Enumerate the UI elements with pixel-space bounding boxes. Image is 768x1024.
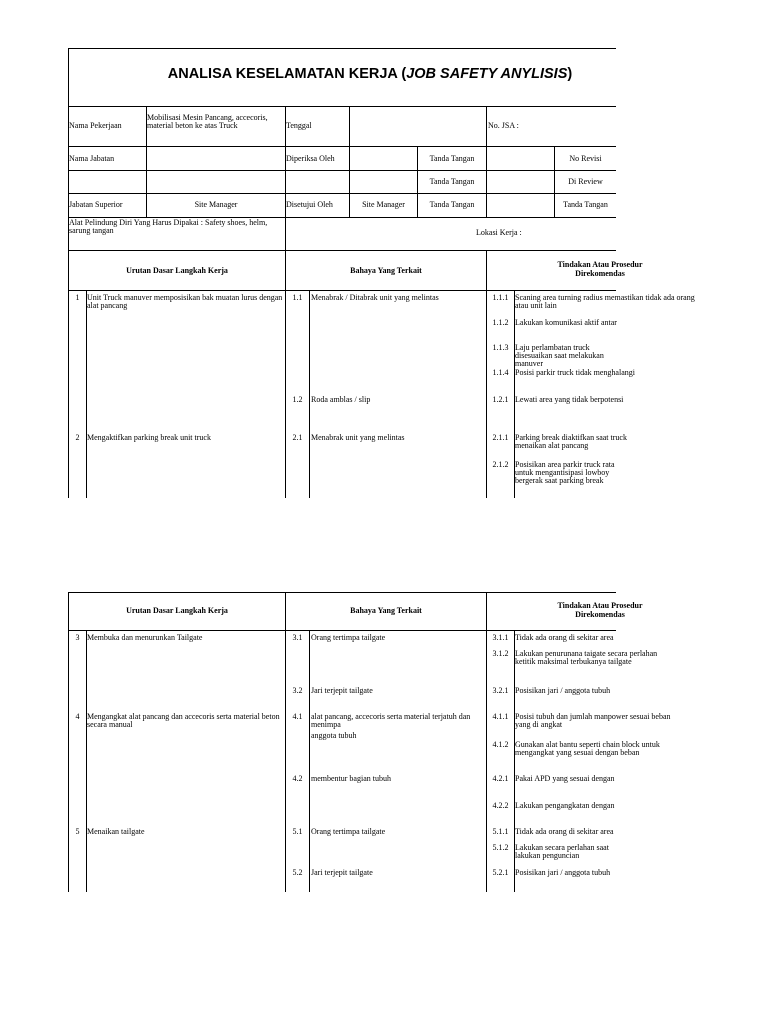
action-number: 2.1.1	[492, 433, 509, 442]
header-row-line	[68, 170, 616, 171]
tanda-tangan-cell: Tanda Tangan	[563, 200, 608, 209]
tanda-tangan-cell: Tanda Tangan	[429, 154, 475, 163]
hazard-number: 2.1	[292, 433, 303, 442]
grid-line	[86, 290, 87, 498]
jabatan-superior-label: Jabatan Superior	[69, 200, 123, 209]
column-header-line	[68, 630, 616, 631]
hazard-number: 3.2	[292, 686, 303, 695]
grid-line	[86, 630, 87, 892]
action-text: Lakukan komunikasi aktif antar	[515, 318, 617, 327]
action-text: Posisikan jari / anggota tubuh	[515, 686, 611, 695]
action-number: 5.1.2	[492, 843, 509, 852]
nama-pekerjaan-label: Nama Pekerjaan	[69, 121, 122, 130]
grid-line	[486, 106, 487, 217]
column-header-actions-2: Direkomendas	[575, 610, 625, 619]
action-number: 3.2.1	[492, 686, 509, 695]
step-text: Menaikan tailgate	[87, 827, 145, 836]
site-manager-cell: Site Manager	[194, 200, 238, 209]
action-text: Gunakan alat bantu seperti chain block untuk mengangkat yang sesuai dengan beban	[515, 740, 660, 757]
action-text: Laju perlambatan truck disesuaikan saat melakukan manuver	[515, 343, 604, 368]
action-text: Tidak ada orang di sekitar area	[515, 827, 614, 836]
action-number: 4.1.1	[492, 712, 509, 721]
action-text: Lewati area yang tidak berpotensi	[515, 395, 624, 404]
grid-line	[309, 290, 310, 498]
column-header-hazards: Bahaya Yang Terkait	[350, 266, 422, 275]
table-border-top	[68, 592, 616, 593]
action-number: 1.1.4	[492, 368, 509, 377]
hazard-number: 1.2	[292, 395, 303, 404]
action-text: Posisi parkir truck tidak menghalangi	[515, 368, 635, 377]
hazard-number: 5.2	[292, 868, 303, 877]
hazard-number: 3.1	[292, 633, 303, 642]
step-text: Mengaktifkan parking break unit truck	[87, 433, 211, 442]
action-number: 4.1.2	[492, 740, 509, 749]
tanggal-label: Tenggal	[286, 121, 312, 130]
hazard-text: alat pancang, accecoris serta material terjatuh dan menimpa	[311, 712, 471, 729]
header-row-line	[68, 146, 616, 147]
hazard-text: anggota tubuh	[311, 731, 357, 740]
hazard-number: 5.1	[292, 827, 303, 836]
hazard-text: Roda amblas / slip	[311, 395, 371, 404]
tanda-tangan-cell: Tanda Tangan	[429, 200, 475, 209]
hazard-number: 1.1	[292, 293, 303, 302]
column-header-actions: Tindakan Atau Prosedur	[557, 260, 643, 269]
step-number: 5	[75, 827, 80, 836]
action-text: Posisikan jari / anggota tubuh	[515, 868, 611, 877]
action-number: 4.2.1	[492, 774, 509, 783]
step-number: 2	[75, 433, 80, 442]
header-row-line	[68, 106, 616, 107]
hazard-text: Jari terjepit tailgate	[311, 868, 373, 877]
diperiksa-label: Diperiksa Oleh	[286, 154, 335, 163]
di-review-label: Di Review	[568, 177, 603, 186]
step-number: 4	[75, 712, 80, 721]
action-number: 5.2.1	[492, 868, 509, 877]
step-number: 1	[75, 293, 80, 302]
action-number: 5.1.1	[492, 827, 509, 836]
hazard-text: Orang tertimpa tailgate	[311, 827, 386, 836]
no-revisi-label: No Revisi	[569, 154, 602, 163]
action-number: 1.1.3	[492, 343, 509, 352]
action-number: 2.1.2	[492, 460, 509, 469]
step-number: 3	[75, 633, 80, 642]
disetujui-label: Disetujui Oleh	[286, 200, 333, 209]
column-header-actions: Tindakan Atau Prosedur	[557, 601, 643, 610]
nama-pekerjaan-value: Mobilisasi Mesin Pancang, accecoris, material beton ke atas Truck	[147, 113, 268, 130]
action-text: Tidak ada orang di sekitar area	[515, 633, 614, 642]
hazard-text: Menabrak unit yang melintas	[311, 433, 405, 442]
action-text: Posisikan area parkir truck rata untuk mengantisipasi lowboy bergerak saat parking break	[515, 460, 615, 485]
action-text: Posisi tubuh dan jumlah manpower sesuai beban yang di angkat	[515, 712, 671, 729]
apd-text: Alat Pelindung Diri Yang Harus Dipakai : Safety shoes, helm, sarung tangan	[69, 218, 268, 235]
action-text: Lakukan pengangkatan dengan	[515, 801, 615, 810]
page-title: ANALISA KESELAMATAN KERJA (JOB SAFETY ANYLISIS)	[167, 66, 573, 82]
nama-jabatan-label: Nama Jabatan	[69, 154, 115, 163]
hazard-text: Jari terjepit tailgate	[311, 686, 373, 695]
step-text: Membuka dan menurunkan Tailgate	[87, 633, 203, 642]
action-number: 4.2.2	[492, 801, 509, 810]
step-text: Mengangkat alat pancang dan accecoris serta material beton secara manual	[87, 712, 280, 729]
hazard-number: 4.2	[292, 774, 303, 783]
action-number: 1.1.1	[492, 293, 509, 302]
action-number: 3.1.1	[492, 633, 509, 642]
action-text: Lakukan penurunana taigate secara perlahan ketitik maksimal terbukanya tailgate	[515, 649, 658, 666]
column-header-steps: Urutan Dasar Langkah Kerja	[126, 606, 228, 615]
column-header-hazards: Bahaya Yang Terkait	[350, 606, 422, 615]
header-row-line	[68, 250, 616, 251]
hazard-text: Orang tertimpa tailgate	[311, 633, 386, 642]
action-number: 3.1.2	[492, 649, 509, 658]
header-row-line	[68, 193, 616, 194]
column-header-line	[68, 290, 616, 291]
column-header-steps: Urutan Dasar Langkah Kerja	[126, 266, 228, 275]
hazard-text: Menabrak / Ditabrak unit yang melintas	[311, 293, 439, 302]
tanda-tangan-cell: Tanda Tangan	[429, 177, 475, 186]
action-number: 1.1.2	[492, 318, 509, 327]
action-number: 1.2.1	[492, 395, 509, 404]
action-text: Scaning area turning radius memastikan tidak ada orang atau unit lain	[515, 293, 695, 310]
sheet-border-top	[68, 48, 616, 49]
no-jsa-label: No. JSA :	[488, 121, 519, 130]
action-text: Lakukan secara perlahan saat lakukan penguncian	[515, 843, 609, 860]
site-manager-cell: Site Manager	[362, 200, 405, 209]
lokasi-kerja-label: Lokasi Kerja :	[476, 228, 522, 237]
grid-line	[309, 630, 310, 892]
action-text: Pakai APD yang sesuai dengan	[515, 774, 615, 783]
step-text: Unit Truck manuver memposisikan bak muatan lurus dengan alat pancang	[87, 293, 283, 310]
hazard-number: 4.1	[292, 712, 303, 721]
hazard-text: membentur bagian tubuh	[311, 774, 391, 783]
column-header-actions-2: Direkomendas	[575, 269, 625, 278]
action-text: Parking break diaktifkan saat truck menaikan alat pancang	[515, 433, 627, 450]
